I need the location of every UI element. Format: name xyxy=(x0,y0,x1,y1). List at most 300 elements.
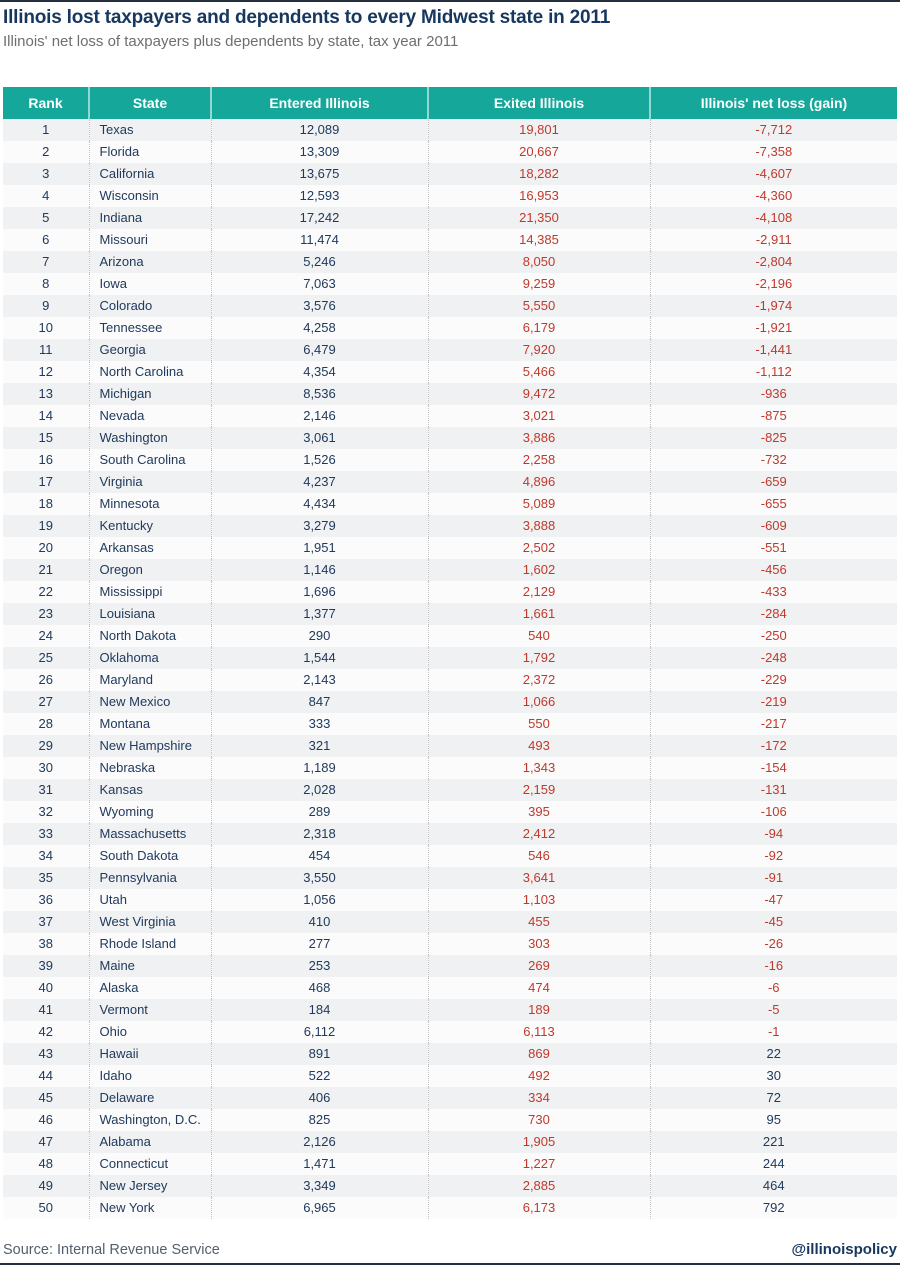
entered-illinois-cell: 4,237 xyxy=(211,471,428,493)
entered-illinois-cell: 17,242 xyxy=(211,207,428,229)
table-row xyxy=(3,713,897,735)
exited-illinois-cell: 5,466 xyxy=(428,361,650,383)
state-cell: Michigan xyxy=(89,383,211,405)
rank-cell: 39 xyxy=(38,958,53,973)
entered-illinois-cell: 825 xyxy=(211,1109,428,1131)
state-cell: Arizona xyxy=(89,251,211,273)
rank-cell: 44 xyxy=(38,1068,53,1083)
state-cell: Rhode Island xyxy=(89,933,211,955)
rank-cell: 11 xyxy=(39,342,53,357)
table-row xyxy=(3,141,897,163)
table-row xyxy=(3,867,897,889)
rank-cell: 2 xyxy=(42,144,50,159)
net-loss-cell: -284 xyxy=(650,603,897,625)
rank-cell: 33 xyxy=(38,826,53,841)
entered-illinois-cell: 277 xyxy=(211,933,428,955)
state-cell: South Dakota xyxy=(89,845,211,867)
state-cell: Vermont xyxy=(89,999,211,1021)
table-row xyxy=(3,1153,897,1175)
net-loss-cell: -106 xyxy=(650,801,897,823)
net-loss-cell: 792 xyxy=(650,1197,897,1219)
rank-cell: 30 xyxy=(38,760,53,775)
net-loss-cell: -2,911 xyxy=(650,229,897,251)
net-loss-cell: -433 xyxy=(650,581,897,603)
entered-illinois-cell: 7,063 xyxy=(211,273,428,295)
net-loss-cell: -4,360 xyxy=(650,185,897,207)
state-cell: Delaware xyxy=(89,1087,211,1109)
net-loss-cell: -655 xyxy=(650,493,897,515)
entered-illinois-cell: 4,258 xyxy=(211,317,428,339)
entered-illinois-cell: 1,471 xyxy=(211,1153,428,1175)
entered-illinois-cell: 2,146 xyxy=(211,405,428,427)
table-row xyxy=(3,1197,897,1219)
entered-illinois-cell: 12,089 xyxy=(211,119,428,141)
table-row xyxy=(3,427,897,449)
state-cell: Iowa xyxy=(89,273,211,295)
exited-illinois-cell: 16,953 xyxy=(428,185,650,207)
rank-cell: 8 xyxy=(42,276,50,291)
exited-illinois-cell: 869 xyxy=(428,1043,650,1065)
table-row xyxy=(3,185,897,207)
exited-illinois-cell: 8,050 xyxy=(428,251,650,273)
entered-illinois-cell: 13,309 xyxy=(211,141,428,163)
net-loss-cell: -7,358 xyxy=(650,141,897,163)
state-cell: Indiana xyxy=(89,207,211,229)
exited-illinois-cell: 5,550 xyxy=(428,295,650,317)
net-loss-cell: -154 xyxy=(650,757,897,779)
state-cell: Maryland xyxy=(89,669,211,691)
exited-illinois-cell: 1,343 xyxy=(428,757,650,779)
net-loss-cell: -936 xyxy=(650,383,897,405)
exited-illinois-cell: 1,602 xyxy=(428,559,650,581)
table-row xyxy=(3,1021,897,1043)
net-loss-cell: -609 xyxy=(650,515,897,537)
net-loss-cell: -5 xyxy=(650,999,897,1021)
entered-illinois-cell: 847 xyxy=(211,691,428,713)
net-loss-cell: 30 xyxy=(650,1065,897,1087)
entered-illinois-cell: 13,675 xyxy=(211,163,428,185)
net-loss-cell: -732 xyxy=(650,449,897,471)
rank-cell: 32 xyxy=(38,804,53,819)
entered-illinois-cell: 1,696 xyxy=(211,581,428,603)
state-cell: New Mexico xyxy=(89,691,211,713)
rank-cell: 4 xyxy=(42,188,50,203)
exited-illinois-cell: 18,282 xyxy=(428,163,650,185)
entered-illinois-cell: 3,061 xyxy=(211,427,428,449)
rank-cell: 28 xyxy=(38,716,53,731)
table-row xyxy=(3,405,897,427)
rank-cell: 46 xyxy=(38,1112,53,1127)
entered-illinois-cell: 522 xyxy=(211,1065,428,1087)
rank-cell: 31 xyxy=(38,782,53,797)
exited-illinois-cell: 5,089 xyxy=(428,493,650,515)
rank-cell: 12 xyxy=(38,364,53,379)
table-row xyxy=(3,515,897,537)
rank-cell: 14 xyxy=(38,408,53,423)
net-loss-cell: -4,607 xyxy=(650,163,897,185)
table-row xyxy=(3,955,897,977)
net-loss-cell: -47 xyxy=(650,889,897,911)
rank-cell: 36 xyxy=(38,892,53,907)
table-row xyxy=(3,163,897,185)
table-row xyxy=(3,581,897,603)
rank-cell: 27 xyxy=(38,694,53,709)
table-row xyxy=(3,383,897,405)
exited-illinois-cell: 1,661 xyxy=(428,603,650,625)
state-cell: Ohio xyxy=(89,1021,211,1043)
entered-illinois-cell: 321 xyxy=(211,735,428,757)
entered-illinois-cell: 2,143 xyxy=(211,669,428,691)
table-row xyxy=(3,845,897,867)
exited-illinois-cell: 492 xyxy=(428,1065,650,1087)
exited-illinois-cell: 455 xyxy=(428,911,650,933)
entered-illinois-cell: 3,349 xyxy=(211,1175,428,1197)
table-row xyxy=(3,977,897,999)
rank-cell: 47 xyxy=(38,1134,53,1149)
exited-illinois-cell: 3,021 xyxy=(428,405,650,427)
entered-illinois-cell: 1,189 xyxy=(211,757,428,779)
table-row xyxy=(3,757,897,779)
net-loss-cell: -250 xyxy=(650,625,897,647)
entered-illinois-cell: 1,544 xyxy=(211,647,428,669)
table-row xyxy=(3,361,897,383)
rank-cell: 43 xyxy=(38,1046,53,1061)
rank-cell: 29 xyxy=(38,738,53,753)
table-row xyxy=(3,603,897,625)
twitter-handle: @illinoispolicy xyxy=(791,1241,897,1258)
exited-illinois-cell: 550 xyxy=(428,713,650,735)
rank-cell: 38 xyxy=(38,936,53,951)
net-loss-cell: -219 xyxy=(650,691,897,713)
exited-illinois-cell: 730 xyxy=(428,1109,650,1131)
net-loss-cell: -2,196 xyxy=(650,273,897,295)
state-cell: Texas xyxy=(89,119,211,141)
table-row xyxy=(3,669,897,691)
state-cell: Arkansas xyxy=(89,537,211,559)
net-loss-cell: 244 xyxy=(650,1153,897,1175)
entered-illinois-cell: 3,576 xyxy=(211,295,428,317)
table-body xyxy=(3,119,897,1219)
rank-cell: 15 xyxy=(38,430,53,445)
column-header-entered: Entered Illinois xyxy=(211,87,428,119)
state-cell: Washington, D.C. xyxy=(89,1109,211,1131)
exited-illinois-cell: 540 xyxy=(428,625,650,647)
entered-illinois-cell: 184 xyxy=(211,999,428,1021)
exited-illinois-cell: 6,113 xyxy=(428,1021,650,1043)
rank-cell: 1 xyxy=(42,122,50,137)
state-cell: New York xyxy=(89,1197,211,1219)
table-row xyxy=(3,779,897,801)
net-loss-cell: 464 xyxy=(650,1175,897,1197)
net-loss-cell: -825 xyxy=(650,427,897,449)
entered-illinois-cell: 6,112 xyxy=(211,1021,428,1043)
migration-table xyxy=(3,87,897,1219)
rank-cell: 24 xyxy=(38,628,53,643)
table-row xyxy=(3,735,897,757)
entered-illinois-cell: 12,593 xyxy=(211,185,428,207)
net-loss-cell: 221 xyxy=(650,1131,897,1153)
entered-illinois-cell: 1,377 xyxy=(211,603,428,625)
column-header-net: Illinois' net loss (gain) xyxy=(650,87,897,119)
rank-cell: 9 xyxy=(42,298,50,313)
rank-cell: 45 xyxy=(38,1090,53,1105)
entered-illinois-cell: 4,434 xyxy=(211,493,428,515)
state-cell: Connecticut xyxy=(89,1153,211,1175)
net-loss-cell: 95 xyxy=(650,1109,897,1131)
net-loss-cell: 22 xyxy=(650,1043,897,1065)
table-row xyxy=(3,119,897,141)
state-cell: Georgia xyxy=(89,339,211,361)
table-row xyxy=(3,537,897,559)
table-row xyxy=(3,1087,897,1109)
entered-illinois-cell: 289 xyxy=(211,801,428,823)
net-loss-cell: -1,921 xyxy=(650,317,897,339)
table-row xyxy=(3,449,897,471)
state-cell: Idaho xyxy=(89,1065,211,1087)
exited-illinois-cell: 546 xyxy=(428,845,650,867)
entered-illinois-cell: 333 xyxy=(211,713,428,735)
rank-cell: 3 xyxy=(42,166,50,181)
state-cell: Missouri xyxy=(89,229,211,251)
rank-cell: 26 xyxy=(38,672,53,687)
entered-illinois-cell: 4,354 xyxy=(211,361,428,383)
exited-illinois-cell: 1,103 xyxy=(428,889,650,911)
table-row xyxy=(3,647,897,669)
page-subtitle: Illinois' net loss of taxpayers plus dependents by state, tax year 2011 xyxy=(3,33,459,50)
exited-illinois-cell: 14,385 xyxy=(428,229,650,251)
exited-illinois-cell: 3,888 xyxy=(428,515,650,537)
rank-cell: 20 xyxy=(38,540,53,555)
state-cell: North Dakota xyxy=(89,625,211,647)
rank-cell: 10 xyxy=(38,320,53,335)
state-cell: Wisconsin xyxy=(89,185,211,207)
entered-illinois-cell: 1,056 xyxy=(211,889,428,911)
exited-illinois-cell: 2,129 xyxy=(428,581,650,603)
table-row xyxy=(3,317,897,339)
exited-illinois-cell: 189 xyxy=(428,999,650,1021)
net-loss-cell: -217 xyxy=(650,713,897,735)
exited-illinois-cell: 1,227 xyxy=(428,1153,650,1175)
entered-illinois-cell: 468 xyxy=(211,977,428,999)
state-cell: Pennsylvania xyxy=(89,867,211,889)
table-row xyxy=(3,1109,897,1131)
table-row xyxy=(3,801,897,823)
rank-cell: 49 xyxy=(38,1178,53,1193)
state-cell: Mississippi xyxy=(89,581,211,603)
exited-illinois-cell: 493 xyxy=(428,735,650,757)
table-row xyxy=(3,251,897,273)
state-cell: Florida xyxy=(89,141,211,163)
exited-illinois-cell: 20,667 xyxy=(428,141,650,163)
table-row xyxy=(3,691,897,713)
rank-cell: 35 xyxy=(38,870,53,885)
entered-illinois-cell: 8,536 xyxy=(211,383,428,405)
exited-illinois-cell: 2,885 xyxy=(428,1175,650,1197)
table-row xyxy=(3,999,897,1021)
rank-cell: 48 xyxy=(38,1156,53,1171)
rank-cell: 50 xyxy=(38,1200,53,1215)
state-cell: New Jersey xyxy=(89,1175,211,1197)
state-cell: Colorado xyxy=(89,295,211,317)
exited-illinois-cell: 1,905 xyxy=(428,1131,650,1153)
rank-cell: 42 xyxy=(38,1024,53,1039)
net-loss-cell: -6 xyxy=(650,977,897,999)
top-rule xyxy=(0,0,900,2)
table-row xyxy=(3,1175,897,1197)
state-cell: South Carolina xyxy=(89,449,211,471)
entered-illinois-cell: 454 xyxy=(211,845,428,867)
entered-illinois-cell: 891 xyxy=(211,1043,428,1065)
exited-illinois-cell: 395 xyxy=(428,801,650,823)
exited-illinois-cell: 474 xyxy=(428,977,650,999)
entered-illinois-cell: 2,028 xyxy=(211,779,428,801)
exited-illinois-cell: 1,792 xyxy=(428,647,650,669)
net-loss-cell: -92 xyxy=(650,845,897,867)
state-cell: Nevada xyxy=(89,405,211,427)
column-header-state: State xyxy=(89,87,211,119)
net-loss-cell: -1,974 xyxy=(650,295,897,317)
state-cell: Hawaii xyxy=(89,1043,211,1065)
exited-illinois-cell: 6,173 xyxy=(428,1197,650,1219)
table-row xyxy=(3,889,897,911)
state-cell: West Virginia xyxy=(89,911,211,933)
table-row xyxy=(3,1065,897,1087)
entered-illinois-cell: 2,318 xyxy=(211,823,428,845)
rank-cell: 5 xyxy=(42,210,50,225)
state-cell: Kansas xyxy=(89,779,211,801)
rank-cell: 19 xyxy=(38,518,53,533)
entered-illinois-cell: 6,479 xyxy=(211,339,428,361)
net-loss-cell: -229 xyxy=(650,669,897,691)
entered-illinois-cell: 1,951 xyxy=(211,537,428,559)
state-cell: Massachusetts xyxy=(89,823,211,845)
state-cell: Virginia xyxy=(89,471,211,493)
table-row xyxy=(3,229,897,251)
rank-cell: 7 xyxy=(42,254,50,269)
entered-illinois-cell: 11,474 xyxy=(211,229,428,251)
exited-illinois-cell: 6,179 xyxy=(428,317,650,339)
net-loss-cell: -875 xyxy=(650,405,897,427)
entered-illinois-cell: 3,279 xyxy=(211,515,428,537)
rank-cell: 21 xyxy=(38,562,53,577)
state-cell: Montana xyxy=(89,713,211,735)
table-row xyxy=(3,933,897,955)
rank-cell: 23 xyxy=(38,606,53,621)
exited-illinois-cell: 4,896 xyxy=(428,471,650,493)
exited-illinois-cell: 2,372 xyxy=(428,669,650,691)
exited-illinois-cell: 2,258 xyxy=(428,449,650,471)
entered-illinois-cell: 406 xyxy=(211,1087,428,1109)
net-loss-cell: -45 xyxy=(650,911,897,933)
table-row xyxy=(3,1043,897,1065)
exited-illinois-cell: 303 xyxy=(428,933,650,955)
net-loss-cell: 72 xyxy=(650,1087,897,1109)
state-cell: Oregon xyxy=(89,559,211,581)
rank-cell: 13 xyxy=(38,386,53,401)
rank-cell: 6 xyxy=(42,232,50,247)
net-loss-cell: -7,712 xyxy=(650,119,897,141)
state-cell: Washington xyxy=(89,427,211,449)
rank-cell: 22 xyxy=(38,584,53,599)
net-loss-cell: -456 xyxy=(650,559,897,581)
table-row xyxy=(3,273,897,295)
exited-illinois-cell: 9,259 xyxy=(428,273,650,295)
entered-illinois-cell: 1,526 xyxy=(211,449,428,471)
footer xyxy=(3,1241,897,1258)
rank-cell: 25 xyxy=(38,650,53,665)
state-cell: Kentucky xyxy=(89,515,211,537)
state-cell: Nebraska xyxy=(89,757,211,779)
net-loss-cell: -4,108 xyxy=(650,207,897,229)
entered-illinois-cell: 3,550 xyxy=(211,867,428,889)
table-row xyxy=(3,625,897,647)
net-loss-cell: -131 xyxy=(650,779,897,801)
table-row xyxy=(3,1131,897,1153)
state-cell: Alaska xyxy=(89,977,211,999)
net-loss-cell: -1,441 xyxy=(650,339,897,361)
table-row xyxy=(3,207,897,229)
state-cell: Wyoming xyxy=(89,801,211,823)
rank-cell: 37 xyxy=(38,914,53,929)
net-loss-cell: -2,804 xyxy=(650,251,897,273)
state-cell: California xyxy=(89,163,211,185)
table-row xyxy=(3,823,897,845)
column-header-exited: Exited Illinois xyxy=(428,87,650,119)
net-loss-cell: -26 xyxy=(650,933,897,955)
net-loss-cell: -1 xyxy=(650,1021,897,1043)
exited-illinois-cell: 7,920 xyxy=(428,339,650,361)
exited-illinois-cell: 1,066 xyxy=(428,691,650,713)
column-header-rank: Rank xyxy=(3,87,89,119)
state-cell: Oklahoma xyxy=(89,647,211,669)
table-header-row xyxy=(3,87,897,119)
net-loss-cell: -659 xyxy=(650,471,897,493)
rank-cell: 41 xyxy=(38,1002,53,1017)
net-loss-cell: -91 xyxy=(650,867,897,889)
rank-cell: 34 xyxy=(38,848,53,863)
state-cell: New Hampshire xyxy=(89,735,211,757)
state-cell: Louisiana xyxy=(89,603,211,625)
source-note: Source: Internal Revenue Service xyxy=(3,1242,220,1258)
entered-illinois-cell: 5,246 xyxy=(211,251,428,273)
entered-illinois-cell: 410 xyxy=(211,911,428,933)
state-cell: North Carolina xyxy=(89,361,211,383)
net-loss-cell: -94 xyxy=(650,823,897,845)
exited-illinois-cell: 3,886 xyxy=(428,427,650,449)
state-cell: Tennessee xyxy=(89,317,211,339)
net-loss-cell: -172 xyxy=(650,735,897,757)
entered-illinois-cell: 290 xyxy=(211,625,428,647)
state-cell: Maine xyxy=(89,955,211,977)
state-cell: Minnesota xyxy=(89,493,211,515)
exited-illinois-cell: 21,350 xyxy=(428,207,650,229)
entered-illinois-cell: 1,146 xyxy=(211,559,428,581)
net-loss-cell: -248 xyxy=(650,647,897,669)
net-loss-cell: -551 xyxy=(650,537,897,559)
exited-illinois-cell: 2,412 xyxy=(428,823,650,845)
net-loss-cell: -16 xyxy=(650,955,897,977)
entered-illinois-cell: 2,126 xyxy=(211,1131,428,1153)
rank-cell: 17 xyxy=(38,474,53,489)
table-row xyxy=(3,339,897,361)
rank-cell: 18 xyxy=(38,496,53,511)
table-row xyxy=(3,559,897,581)
state-cell: Utah xyxy=(89,889,211,911)
table-row xyxy=(3,471,897,493)
exited-illinois-cell: 269 xyxy=(428,955,650,977)
table-row xyxy=(3,493,897,515)
exited-illinois-cell: 2,159 xyxy=(428,779,650,801)
